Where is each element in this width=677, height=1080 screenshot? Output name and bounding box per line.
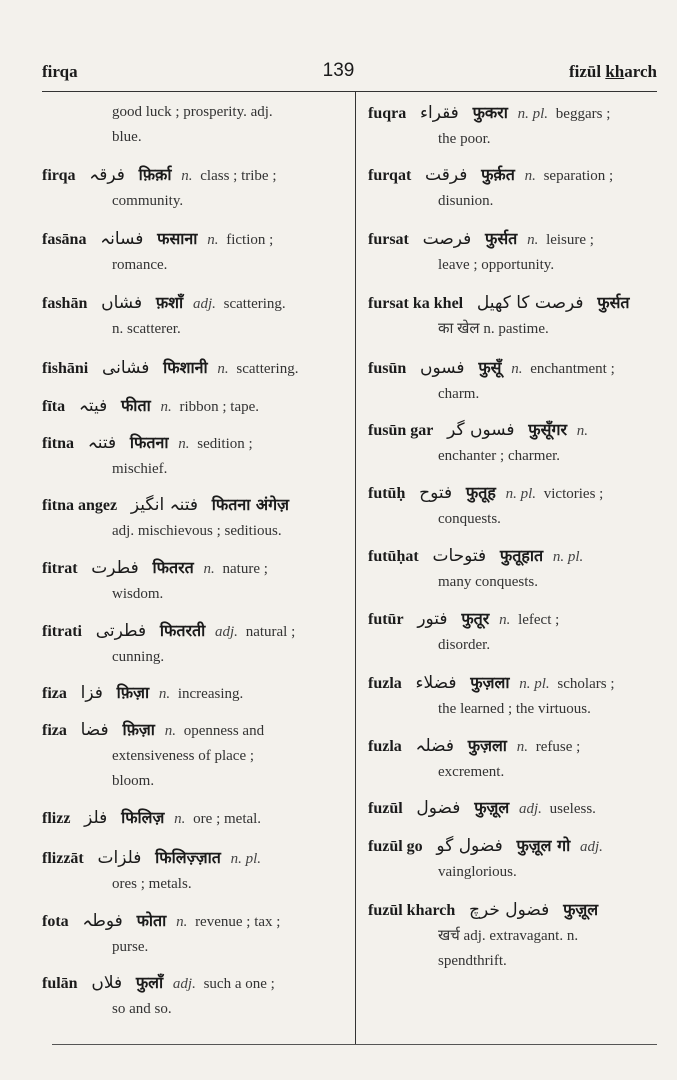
definition: openness and xyxy=(183,723,265,739)
definition-continued: bloom. xyxy=(112,773,155,789)
headword: fitna xyxy=(42,435,74,452)
dictionary-entry xyxy=(42,226,342,278)
headword: fota xyxy=(42,913,69,930)
urdu-script: فطرت xyxy=(91,558,139,578)
part-of-speech: n. xyxy=(576,423,589,439)
urdu-script: فزا xyxy=(80,683,103,703)
definition-continued: many conquests. xyxy=(438,574,538,590)
definition-continued: leave ; opportunity. xyxy=(438,257,555,273)
urdu-script: فشانی xyxy=(102,358,150,378)
dictionary-entry xyxy=(42,492,342,544)
headword: fitna angez xyxy=(42,497,118,514)
definition-continued: खर्च adj. extravagant. n. xyxy=(438,928,579,944)
definition: ore ; metal. xyxy=(193,811,262,827)
urdu-script: فلاں xyxy=(91,973,123,993)
dictionary-entry xyxy=(368,226,660,278)
hindi-script: फुकरा xyxy=(472,103,508,122)
dictionary-entry xyxy=(368,606,660,658)
dictionary-entry xyxy=(42,430,342,482)
definition: increasing. xyxy=(177,686,244,702)
part-of-speech: n. xyxy=(499,612,511,628)
hindi-script: फितरती xyxy=(159,621,206,640)
dictionary-entry xyxy=(368,670,660,722)
definition-continued: so and so. xyxy=(112,1001,172,1017)
definition: separation ; xyxy=(543,168,614,184)
definition-continued: conquests. xyxy=(438,511,501,527)
headword: fuqra xyxy=(368,105,407,122)
definition: refuse ; xyxy=(535,739,581,755)
definition-continued: disunion. xyxy=(438,193,494,209)
urdu-script: فرقہ xyxy=(89,165,125,185)
page-header xyxy=(0,60,677,88)
headword: fursat ka khel xyxy=(368,295,464,312)
definition: victories ; xyxy=(543,486,604,502)
dictionary-entry xyxy=(42,393,342,420)
hindi-script: फोता xyxy=(136,911,167,930)
hindi-script: फुज़ला xyxy=(467,736,507,755)
headword: futūḥat xyxy=(368,548,419,565)
definition-continued: cunning. xyxy=(112,649,165,665)
hindi-script: फुज़ूल xyxy=(474,798,510,817)
part-of-speech: n. xyxy=(217,361,229,377)
definition-continued: adj. mischievous ; seditious. xyxy=(112,523,282,539)
definition-continued: disorder. xyxy=(438,637,491,653)
headword: futūr xyxy=(368,611,404,628)
urdu-script: فضا xyxy=(80,720,109,740)
headword: fiza xyxy=(42,685,67,702)
hindi-script: फुर्सत xyxy=(485,229,518,248)
hindi-script: फुतूहात xyxy=(499,546,544,565)
hindi-script: फुज़ूल गो xyxy=(516,836,571,855)
part-of-speech: n. pl. xyxy=(230,851,262,867)
definition: fiction ; xyxy=(226,232,274,248)
part-of-speech: n. xyxy=(516,739,528,755)
hindi-script: फिलिज़्ज़ात xyxy=(155,848,221,867)
part-of-speech: n. xyxy=(524,168,536,184)
headword: fuzla xyxy=(368,675,402,692)
hindi-script: फुर्सत xyxy=(597,293,630,312)
headword: fursat xyxy=(368,231,409,248)
definition-continued: wisdom. xyxy=(112,586,164,602)
guide-word-left: firqa xyxy=(42,62,78,81)
headword: fitrati xyxy=(42,623,82,640)
hindi-script: फुज़ूल xyxy=(563,900,599,919)
urdu-script: فتور xyxy=(417,609,448,629)
dictionary-entry xyxy=(42,355,342,382)
urdu-script: فسوں xyxy=(420,358,465,378)
definition-continued: n. scatterer. xyxy=(112,321,181,337)
dictionary-entry xyxy=(42,555,342,607)
hindi-script: फुर्क़त xyxy=(481,165,515,184)
dictionary-entry xyxy=(368,543,660,595)
part-of-speech: n. pl. xyxy=(505,486,536,502)
hindi-script: फुसूँ xyxy=(478,358,502,377)
definition: useless. xyxy=(549,801,596,817)
definition: beggars ; xyxy=(555,106,611,122)
part-of-speech: n. pl. xyxy=(519,676,550,692)
dictionary-entry xyxy=(368,833,660,885)
dictionary-entry xyxy=(42,970,342,1022)
urdu-script: فتنہ انگیز xyxy=(130,495,198,515)
definition-continued: mischief. xyxy=(112,461,168,477)
part-of-speech: n. pl. xyxy=(517,106,549,122)
definition: nature ; xyxy=(222,561,268,577)
definition: natural ; xyxy=(245,624,296,640)
headword: fitrat xyxy=(42,560,78,577)
headword: fuzūl go xyxy=(368,838,423,855)
urdu-script: فضول گو xyxy=(436,836,503,856)
definition-continued: purse. xyxy=(112,939,149,955)
definition: lefect ; xyxy=(518,612,560,628)
definition: enchantment ; xyxy=(530,361,615,377)
guide-word-right: fizūl kharch xyxy=(568,62,657,81)
page-number: 139 xyxy=(322,60,355,81)
urdu-script: فسوں گر xyxy=(447,420,515,440)
urdu-script: فرقت xyxy=(425,165,468,185)
dictionary-entry xyxy=(42,908,342,960)
definition: good luck ; prosperity. adj. xyxy=(112,104,273,120)
part-of-speech: n. pl. xyxy=(552,549,584,565)
dictionary-entry xyxy=(368,480,660,532)
headword: fusūn xyxy=(368,360,407,377)
part-of-speech: n. xyxy=(178,436,190,452)
dictionary-entry xyxy=(42,162,342,214)
definition-continued: ores ; metals. xyxy=(112,876,192,892)
part-of-speech: n. xyxy=(203,561,215,577)
definition-continued: community. xyxy=(112,193,184,209)
urdu-script: فضلاء xyxy=(415,673,457,693)
urdu-script: فشاں xyxy=(101,293,143,313)
definition: revenue ; tax ; xyxy=(195,914,281,930)
dictionary-entry xyxy=(368,795,660,822)
dictionary-entry xyxy=(42,618,342,670)
hindi-script: फ़िज़ा xyxy=(116,683,150,702)
headword: fusūn gar xyxy=(368,422,434,439)
headword: flizz xyxy=(42,810,71,827)
urdu-script: فتنہ xyxy=(87,433,117,453)
part-of-speech: n. xyxy=(527,232,539,248)
hindi-script: फुसूँगर xyxy=(528,420,568,439)
urdu-script: فلز xyxy=(84,808,108,828)
definition: scattering. xyxy=(236,361,299,377)
urdu-script: فوطہ xyxy=(82,911,123,931)
part-of-speech: adj. xyxy=(519,801,542,817)
part-of-speech: n. xyxy=(164,723,176,739)
definition-continued: spendthrift. xyxy=(438,953,507,969)
part-of-speech: n. xyxy=(207,232,219,248)
headword: firqa xyxy=(42,167,76,184)
dictionary-entry xyxy=(42,717,342,794)
headword: fuzūl xyxy=(368,800,403,817)
definition: scattering. xyxy=(223,296,286,312)
dictionary-entry xyxy=(42,680,342,707)
part-of-speech: adj. xyxy=(192,296,216,312)
headword: fīta xyxy=(42,398,66,415)
urdu-script: فرصت xyxy=(422,229,472,249)
hindi-script: फ़िर्क़ा xyxy=(138,165,172,184)
dictionary-entry xyxy=(42,290,342,342)
definition-continued: romance. xyxy=(112,257,168,273)
part-of-speech: n. xyxy=(181,168,193,184)
headword: fashān xyxy=(42,295,88,312)
header-rule xyxy=(42,91,657,92)
definition-continued: extensiveness of place ; xyxy=(112,748,255,764)
urdu-script: فلزات xyxy=(97,848,142,868)
dictionary-entry xyxy=(368,162,660,214)
headword: fuzūl kharch xyxy=(368,902,456,919)
hindi-script: फिलिज़ xyxy=(121,808,165,827)
definition-continued: charm. xyxy=(438,386,480,402)
definition: leisure ; xyxy=(546,232,594,248)
headword: fasāna xyxy=(42,231,87,248)
dictionary-entry xyxy=(368,355,660,407)
hindi-script: फुतूर xyxy=(461,609,490,628)
part-of-speech: adj. xyxy=(215,624,238,640)
definition: sedition ; xyxy=(197,436,253,452)
urdu-script: فطرتی xyxy=(95,621,147,641)
urdu-script: فضلہ xyxy=(415,736,454,756)
dictionary-entry xyxy=(42,845,342,897)
definition-continued: का खेल n. pastime. xyxy=(438,321,549,337)
dictionary-entry xyxy=(368,290,660,342)
dictionary-entry xyxy=(368,897,660,974)
hindi-script: फितरत xyxy=(152,558,194,577)
urdu-script: فضول خرچ xyxy=(469,900,550,920)
hindi-script: फुज़ला xyxy=(470,673,510,692)
definition: such a one ; xyxy=(203,976,275,992)
headword: furqat xyxy=(368,167,412,184)
urdu-script: فیتہ xyxy=(78,396,108,416)
hindi-script: फुतूह xyxy=(465,483,496,502)
hindi-script: फसाना xyxy=(157,229,198,248)
footer-rule xyxy=(52,1044,657,1045)
part-of-speech: n. xyxy=(174,811,186,827)
dictionary-entry xyxy=(368,733,660,785)
headword: flizzāt xyxy=(42,850,84,867)
part-of-speech: n. xyxy=(160,399,172,415)
definition-continued: excrement. xyxy=(438,764,505,780)
definition-continued: the learned ; the virtuous. xyxy=(438,701,591,717)
headword: fishāni xyxy=(42,360,89,377)
headword: fulān xyxy=(42,975,78,992)
headword: futūḥ xyxy=(368,485,406,502)
hindi-script: फ़िज़ा xyxy=(122,720,155,739)
definition: scholars ; xyxy=(557,676,615,692)
urdu-script: فتوح xyxy=(419,483,453,503)
hindi-script: फिशानी xyxy=(163,358,208,377)
urdu-script: فقراء xyxy=(419,103,459,123)
definition: ribbon ; tape. xyxy=(179,399,260,415)
urdu-script: فرصت کا کھیل xyxy=(476,293,584,313)
definition-continued: vainglorious. xyxy=(438,864,517,880)
definition-continued: the poor. xyxy=(438,131,491,147)
dictionary-entry xyxy=(368,417,660,469)
definition: class ; tribe ; xyxy=(200,168,277,184)
dictionary-entry xyxy=(42,805,342,832)
part-of-speech: n. xyxy=(511,361,523,377)
urdu-script: فتوحات xyxy=(432,546,487,566)
part-of-speech: n. xyxy=(158,686,171,702)
hindi-script: फ़शाँ xyxy=(155,293,184,312)
headword: fuzla xyxy=(368,738,402,755)
dictionary-entry xyxy=(42,100,342,150)
part-of-speech: adj. xyxy=(172,976,196,992)
hindi-script: फितना अंगेज़ xyxy=(211,495,290,514)
urdu-script: فضول xyxy=(416,798,461,818)
definition-continued: blue. xyxy=(112,129,142,145)
part-of-speech: n. xyxy=(176,914,188,930)
hindi-script: फुलाँ xyxy=(135,973,164,992)
hindi-script: फीता xyxy=(120,396,151,415)
hindi-script: फितना xyxy=(129,433,169,452)
dictionary-entry xyxy=(368,100,660,152)
urdu-script: فسانہ xyxy=(100,229,144,249)
part-of-speech: adj. xyxy=(580,839,603,855)
column-divider xyxy=(355,92,356,1044)
definition-continued: enchanter ; charmer. xyxy=(438,448,561,464)
headword: fiza xyxy=(42,722,67,739)
